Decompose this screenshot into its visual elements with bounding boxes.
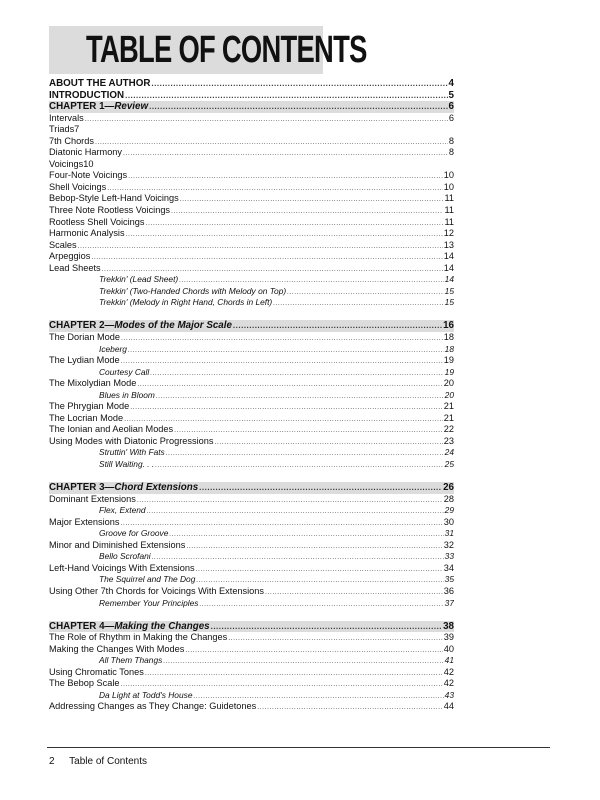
toc-page-number: 44 bbox=[443, 701, 454, 712]
toc-chapter-title bbox=[49, 320, 232, 332]
toc-page-number: 19 bbox=[443, 355, 454, 366]
toc-row bbox=[49, 528, 454, 540]
toc-row bbox=[49, 78, 454, 90]
table-of-contents bbox=[49, 78, 454, 713]
toc-entry-title: ABOUT THE AUTHOR bbox=[49, 78, 151, 89]
toc-entry-title: The Dorian Mode bbox=[49, 331, 120, 342]
toc-dot-leader bbox=[123, 148, 448, 159]
toc-page-number: 12 bbox=[443, 228, 454, 239]
toc-entry-title: INTRODUCTION bbox=[49, 89, 125, 101]
toc-entry-title: Using Modes with Diatonic Progressions bbox=[49, 435, 214, 446]
footer bbox=[49, 756, 147, 768]
toc-entry-title: All Them Thangs bbox=[99, 655, 163, 666]
toc-page-number: 40 bbox=[443, 643, 454, 654]
toc-entry-title: The Locrian Mode bbox=[49, 412, 124, 423]
toc-row bbox=[49, 251, 454, 263]
toc-chapter-number: CHAPTER 2— bbox=[49, 320, 115, 332]
toc-row bbox=[49, 390, 454, 402]
toc-dot-leader bbox=[199, 482, 442, 494]
toc-page-number: 23 bbox=[443, 435, 454, 446]
toc-entry-title: Struttin' With Fats bbox=[99, 447, 165, 458]
toc-page-number: 6 bbox=[448, 101, 454, 113]
toc-page-number: 8 bbox=[448, 147, 454, 158]
toc-dot-leader bbox=[174, 425, 443, 436]
toc-row bbox=[49, 355, 454, 367]
toc-dot-leader bbox=[130, 402, 443, 413]
toc-dot-leader bbox=[233, 320, 442, 332]
toc-entry-title: The Mixolydian Mode bbox=[49, 378, 137, 389]
toc-page-number: 8 bbox=[448, 135, 454, 146]
toc-dot-leader bbox=[152, 552, 444, 563]
toc-chapter-number: CHAPTER 4— bbox=[49, 620, 115, 632]
toc-row bbox=[49, 574, 454, 586]
toc-page-number: 39 bbox=[443, 632, 454, 643]
toc-row bbox=[49, 678, 454, 690]
toc-dot-leader bbox=[128, 345, 444, 356]
toc-dot-leader bbox=[287, 287, 444, 298]
toc-dot-leader bbox=[145, 668, 443, 679]
toc-row bbox=[49, 447, 454, 459]
toc-row bbox=[49, 332, 454, 344]
toc-page-number: 32 bbox=[443, 539, 454, 550]
toc-page-number: 14 bbox=[444, 274, 454, 285]
toc-row bbox=[49, 690, 454, 702]
toc-entry-title: Using Chromatic Tones bbox=[49, 666, 144, 677]
toc-row bbox=[49, 424, 454, 436]
toc-row bbox=[49, 286, 454, 298]
toc-row bbox=[49, 551, 454, 563]
toc-row bbox=[49, 344, 454, 356]
toc-row bbox=[49, 401, 454, 413]
toc-chapter-name: Review bbox=[114, 101, 149, 113]
toc-row bbox=[49, 136, 454, 148]
toc-entry-title: Intervals bbox=[49, 112, 84, 123]
toc-entry-title: Trekkin' (Lead Sheet) bbox=[99, 274, 179, 285]
toc-page-number: 4 bbox=[448, 78, 454, 89]
toc-page-number: 11 bbox=[444, 205, 454, 216]
toc-entry-title: Harmonic Analysis bbox=[49, 228, 125, 239]
toc-dot-leader bbox=[107, 183, 443, 194]
toc-row bbox=[49, 240, 454, 252]
toc-entry-title: Bebop-Style Left-Hand Voicings bbox=[49, 193, 179, 204]
toc-page-number: 18 bbox=[443, 331, 454, 342]
toc-chapter-name: Modes of the Major Scale bbox=[114, 320, 232, 332]
toc-dot-leader bbox=[171, 206, 443, 217]
toc-page-number: 15 bbox=[444, 285, 454, 296]
toc-dot-leader bbox=[91, 252, 442, 263]
toc-row bbox=[49, 159, 454, 171]
toc-dot-leader bbox=[199, 599, 443, 610]
toc-dot-leader bbox=[211, 621, 443, 633]
toc-row bbox=[49, 563, 454, 575]
toc-chapter-title bbox=[49, 621, 210, 633]
toc-row bbox=[49, 494, 454, 506]
toc-page-number: 19 bbox=[444, 366, 454, 377]
toc-entry-title: Trekkin' (Two-Handed Chords with Melody on Top) bbox=[99, 285, 287, 296]
toc-entry-title: Dominant Extensions bbox=[49, 493, 136, 504]
toc-page-number: 10 bbox=[443, 181, 454, 192]
toc-row bbox=[49, 193, 454, 205]
toc-dot-leader bbox=[185, 645, 442, 656]
toc-chapter-number: CHAPTER 1— bbox=[49, 101, 115, 113]
toc-dot-leader bbox=[265, 587, 443, 598]
toc-row bbox=[49, 598, 454, 610]
toc-entry-title: Rootless Shell Voicings bbox=[49, 216, 145, 227]
toc-entry-title: Voicings10 bbox=[49, 158, 94, 169]
toc-row bbox=[49, 170, 454, 182]
toc-entry-title: Blues in Bloom bbox=[99, 389, 155, 400]
toc-row bbox=[49, 655, 454, 667]
toc-chapter-name: Making the Changes bbox=[114, 620, 210, 632]
toc-entry-title: Major Extensions bbox=[49, 516, 120, 527]
toc-page-number: 11 bbox=[444, 193, 454, 204]
toc-dot-leader bbox=[180, 194, 444, 205]
toc-page-number: 21 bbox=[443, 401, 454, 412]
toc-row bbox=[49, 182, 454, 194]
toc-entry-title: Arpeggios bbox=[49, 251, 91, 262]
toc-dot-leader bbox=[102, 264, 443, 275]
toc-page-number: 34 bbox=[443, 562, 454, 573]
toc-page-number: 37 bbox=[444, 597, 454, 608]
toc-entry-title: Three Note Rootless Voicings bbox=[49, 205, 171, 216]
toc-page-number: 18 bbox=[444, 343, 454, 354]
toc-row bbox=[49, 378, 454, 390]
toc-dot-leader bbox=[257, 702, 443, 713]
toc-dot-leader bbox=[273, 298, 443, 309]
toc-row bbox=[49, 217, 454, 229]
toc-entry-title: Iceberg bbox=[99, 343, 127, 354]
toc-dot-leader bbox=[85, 114, 448, 125]
footer-divider bbox=[47, 747, 550, 748]
toc-dot-leader bbox=[155, 460, 443, 471]
toc-entry-title: Addressing Changes as They Change: Guidetones bbox=[49, 701, 257, 712]
toc-page-number: 14 bbox=[443, 262, 454, 273]
toc-chapter-name: Chord Extensions bbox=[114, 482, 199, 494]
toc-page-number: 16 bbox=[443, 320, 454, 332]
toc-chapter-title bbox=[49, 482, 198, 494]
toc-row bbox=[49, 540, 454, 552]
toc-chapter-row bbox=[49, 101, 454, 113]
toc-chapter-row bbox=[49, 621, 454, 633]
toc-page-number: 42 bbox=[443, 678, 454, 689]
toc-page-number: 42 bbox=[443, 666, 454, 677]
toc-row bbox=[49, 297, 454, 309]
toc-entry-title: Bello Scrofani bbox=[99, 551, 151, 562]
toc-row bbox=[49, 517, 454, 529]
toc-entry-title: The Phrygian Mode bbox=[49, 401, 130, 412]
toc-row bbox=[49, 586, 454, 598]
toc-page-number: 24 bbox=[444, 447, 454, 458]
toc-page-number: 33 bbox=[444, 551, 454, 562]
toc-page-number: 15 bbox=[444, 297, 454, 308]
toc-entry-title: Minor and Diminished Extensions bbox=[49, 539, 186, 550]
toc-row bbox=[49, 436, 454, 448]
toc-entry-title: 7th Chords bbox=[49, 135, 94, 146]
toc-entry-title: Trekkin' (Melody in Right Hand, Chords in Left) bbox=[99, 297, 273, 308]
toc-entry-title: Making the Changes With Modes bbox=[49, 643, 185, 654]
toc-page-number: 41 bbox=[444, 655, 454, 666]
toc-dot-leader bbox=[228, 633, 443, 644]
footer-page-number: 2 bbox=[49, 756, 55, 767]
toc-page-number: 20 bbox=[443, 378, 454, 389]
toc-dot-leader bbox=[121, 679, 443, 690]
toc-dot-leader bbox=[120, 518, 442, 529]
toc-chapter-title bbox=[49, 101, 148, 113]
toc-entry-title: Groove for Groove bbox=[99, 528, 169, 539]
toc-row bbox=[49, 505, 454, 517]
toc-dot-leader bbox=[169, 529, 443, 540]
toc-row bbox=[49, 667, 454, 679]
toc-row bbox=[49, 147, 454, 159]
toc-entry-title: Shell Voicings bbox=[49, 181, 107, 192]
toc-dot-leader bbox=[121, 333, 443, 344]
toc-entry-title: The Squirrel and The Dog bbox=[99, 574, 196, 585]
toc-dot-leader bbox=[95, 137, 448, 148]
toc-row bbox=[49, 459, 454, 471]
toc-page-number: 6 bbox=[448, 112, 454, 123]
toc-page-number: 26 bbox=[443, 482, 454, 494]
toc-row bbox=[49, 124, 454, 136]
toc-page-number: 28 bbox=[443, 493, 454, 504]
toc-page-number: 20 bbox=[444, 389, 454, 400]
toc-page-number: 10 bbox=[443, 170, 454, 181]
toc-row bbox=[49, 632, 454, 644]
toc-dot-leader bbox=[186, 541, 442, 552]
toc-row bbox=[49, 113, 454, 125]
toc-row bbox=[49, 90, 454, 102]
toc-entry-title: Using Other 7th Chords for Voicings With Extensions bbox=[49, 585, 264, 596]
toc-dot-leader bbox=[166, 448, 444, 459]
toc-entry-title: Courtesy Call bbox=[99, 366, 150, 377]
toc-dot-leader bbox=[149, 101, 447, 113]
toc-page-number: 25 bbox=[444, 459, 454, 469]
footer-label: Table of Contents bbox=[69, 756, 147, 767]
toc-entry-title: Flex, Extend bbox=[99, 505, 146, 516]
toc-dot-leader bbox=[137, 495, 443, 506]
toc-dot-leader bbox=[193, 691, 443, 702]
toc-entry-title: The Lydian Mode bbox=[49, 355, 120, 366]
toc-dot-leader bbox=[179, 275, 443, 286]
toc-row bbox=[49, 701, 454, 713]
toc-row bbox=[49, 274, 454, 286]
toc-entry-title: The Role of Rhythm in Making the Changes bbox=[49, 632, 228, 643]
toc-dot-leader bbox=[156, 391, 444, 402]
toc-dot-leader bbox=[128, 171, 443, 182]
toc-entry-title: Triads7 bbox=[49, 124, 80, 135]
toc-page-number: 29 bbox=[444, 505, 454, 516]
toc-row bbox=[49, 367, 454, 379]
toc-dot-leader bbox=[196, 575, 443, 586]
toc-entry-title: Still Waiting. . . bbox=[99, 459, 155, 469]
toc-page-number: 36 bbox=[443, 585, 454, 596]
toc-page-number: 5 bbox=[448, 89, 454, 101]
toc-page-number: 22 bbox=[443, 424, 454, 435]
toc-dot-leader bbox=[146, 218, 444, 229]
toc-entry-title: Lead Sheets bbox=[49, 262, 101, 273]
toc-entry-title: Diatonic Harmony bbox=[49, 147, 123, 158]
toc-page-number: 21 bbox=[443, 412, 454, 423]
toc-dot-leader bbox=[214, 437, 442, 448]
toc-row bbox=[49, 263, 454, 275]
toc-dot-leader bbox=[163, 656, 443, 667]
toc-page-number: 31 bbox=[444, 528, 454, 539]
toc-page-number: 35 bbox=[444, 574, 454, 585]
page-title: TABLE OF CONTENTS bbox=[86, 29, 367, 71]
toc-entry-title: The Bebop Scale bbox=[49, 678, 120, 689]
toc-dot-leader bbox=[124, 414, 443, 425]
toc-dot-leader bbox=[196, 564, 443, 575]
toc-chapter-row bbox=[49, 482, 454, 494]
toc-page-number: 13 bbox=[443, 239, 454, 250]
toc-page-number: 14 bbox=[443, 251, 454, 262]
toc-dot-leader bbox=[125, 90, 447, 102]
toc-dot-leader bbox=[151, 78, 447, 90]
toc-row bbox=[49, 205, 454, 217]
toc-dot-leader bbox=[150, 368, 443, 379]
toc-chapter-number: CHAPTER 3— bbox=[49, 482, 115, 494]
toc-entry-title: Remember Your Principles bbox=[99, 597, 199, 608]
toc-row bbox=[49, 228, 454, 240]
toc-dot-leader bbox=[78, 241, 443, 252]
toc-dot-leader bbox=[137, 379, 442, 390]
toc-chapter-row bbox=[49, 320, 454, 332]
toc-page-number: 30 bbox=[443, 516, 454, 527]
toc-entry-title: Left-Hand Voicings With Extensions bbox=[49, 562, 195, 573]
toc-dot-leader bbox=[126, 229, 443, 240]
toc-page-number: 43 bbox=[444, 689, 454, 700]
toc-entry-title: The Ionian and Aeolian Modes bbox=[49, 424, 174, 435]
toc-page-number: 11 bbox=[444, 216, 454, 227]
toc-entry-title: Da Light at Todd's House bbox=[99, 689, 193, 700]
toc-page-number: 38 bbox=[443, 620, 454, 632]
toc-dot-leader bbox=[147, 506, 444, 517]
toc-row bbox=[49, 413, 454, 425]
toc-entry-title: Four-Note Voicings bbox=[49, 170, 128, 181]
toc-entry-title: Scales bbox=[49, 239, 77, 250]
toc-row bbox=[49, 644, 454, 656]
toc-dot-leader bbox=[121, 356, 443, 367]
